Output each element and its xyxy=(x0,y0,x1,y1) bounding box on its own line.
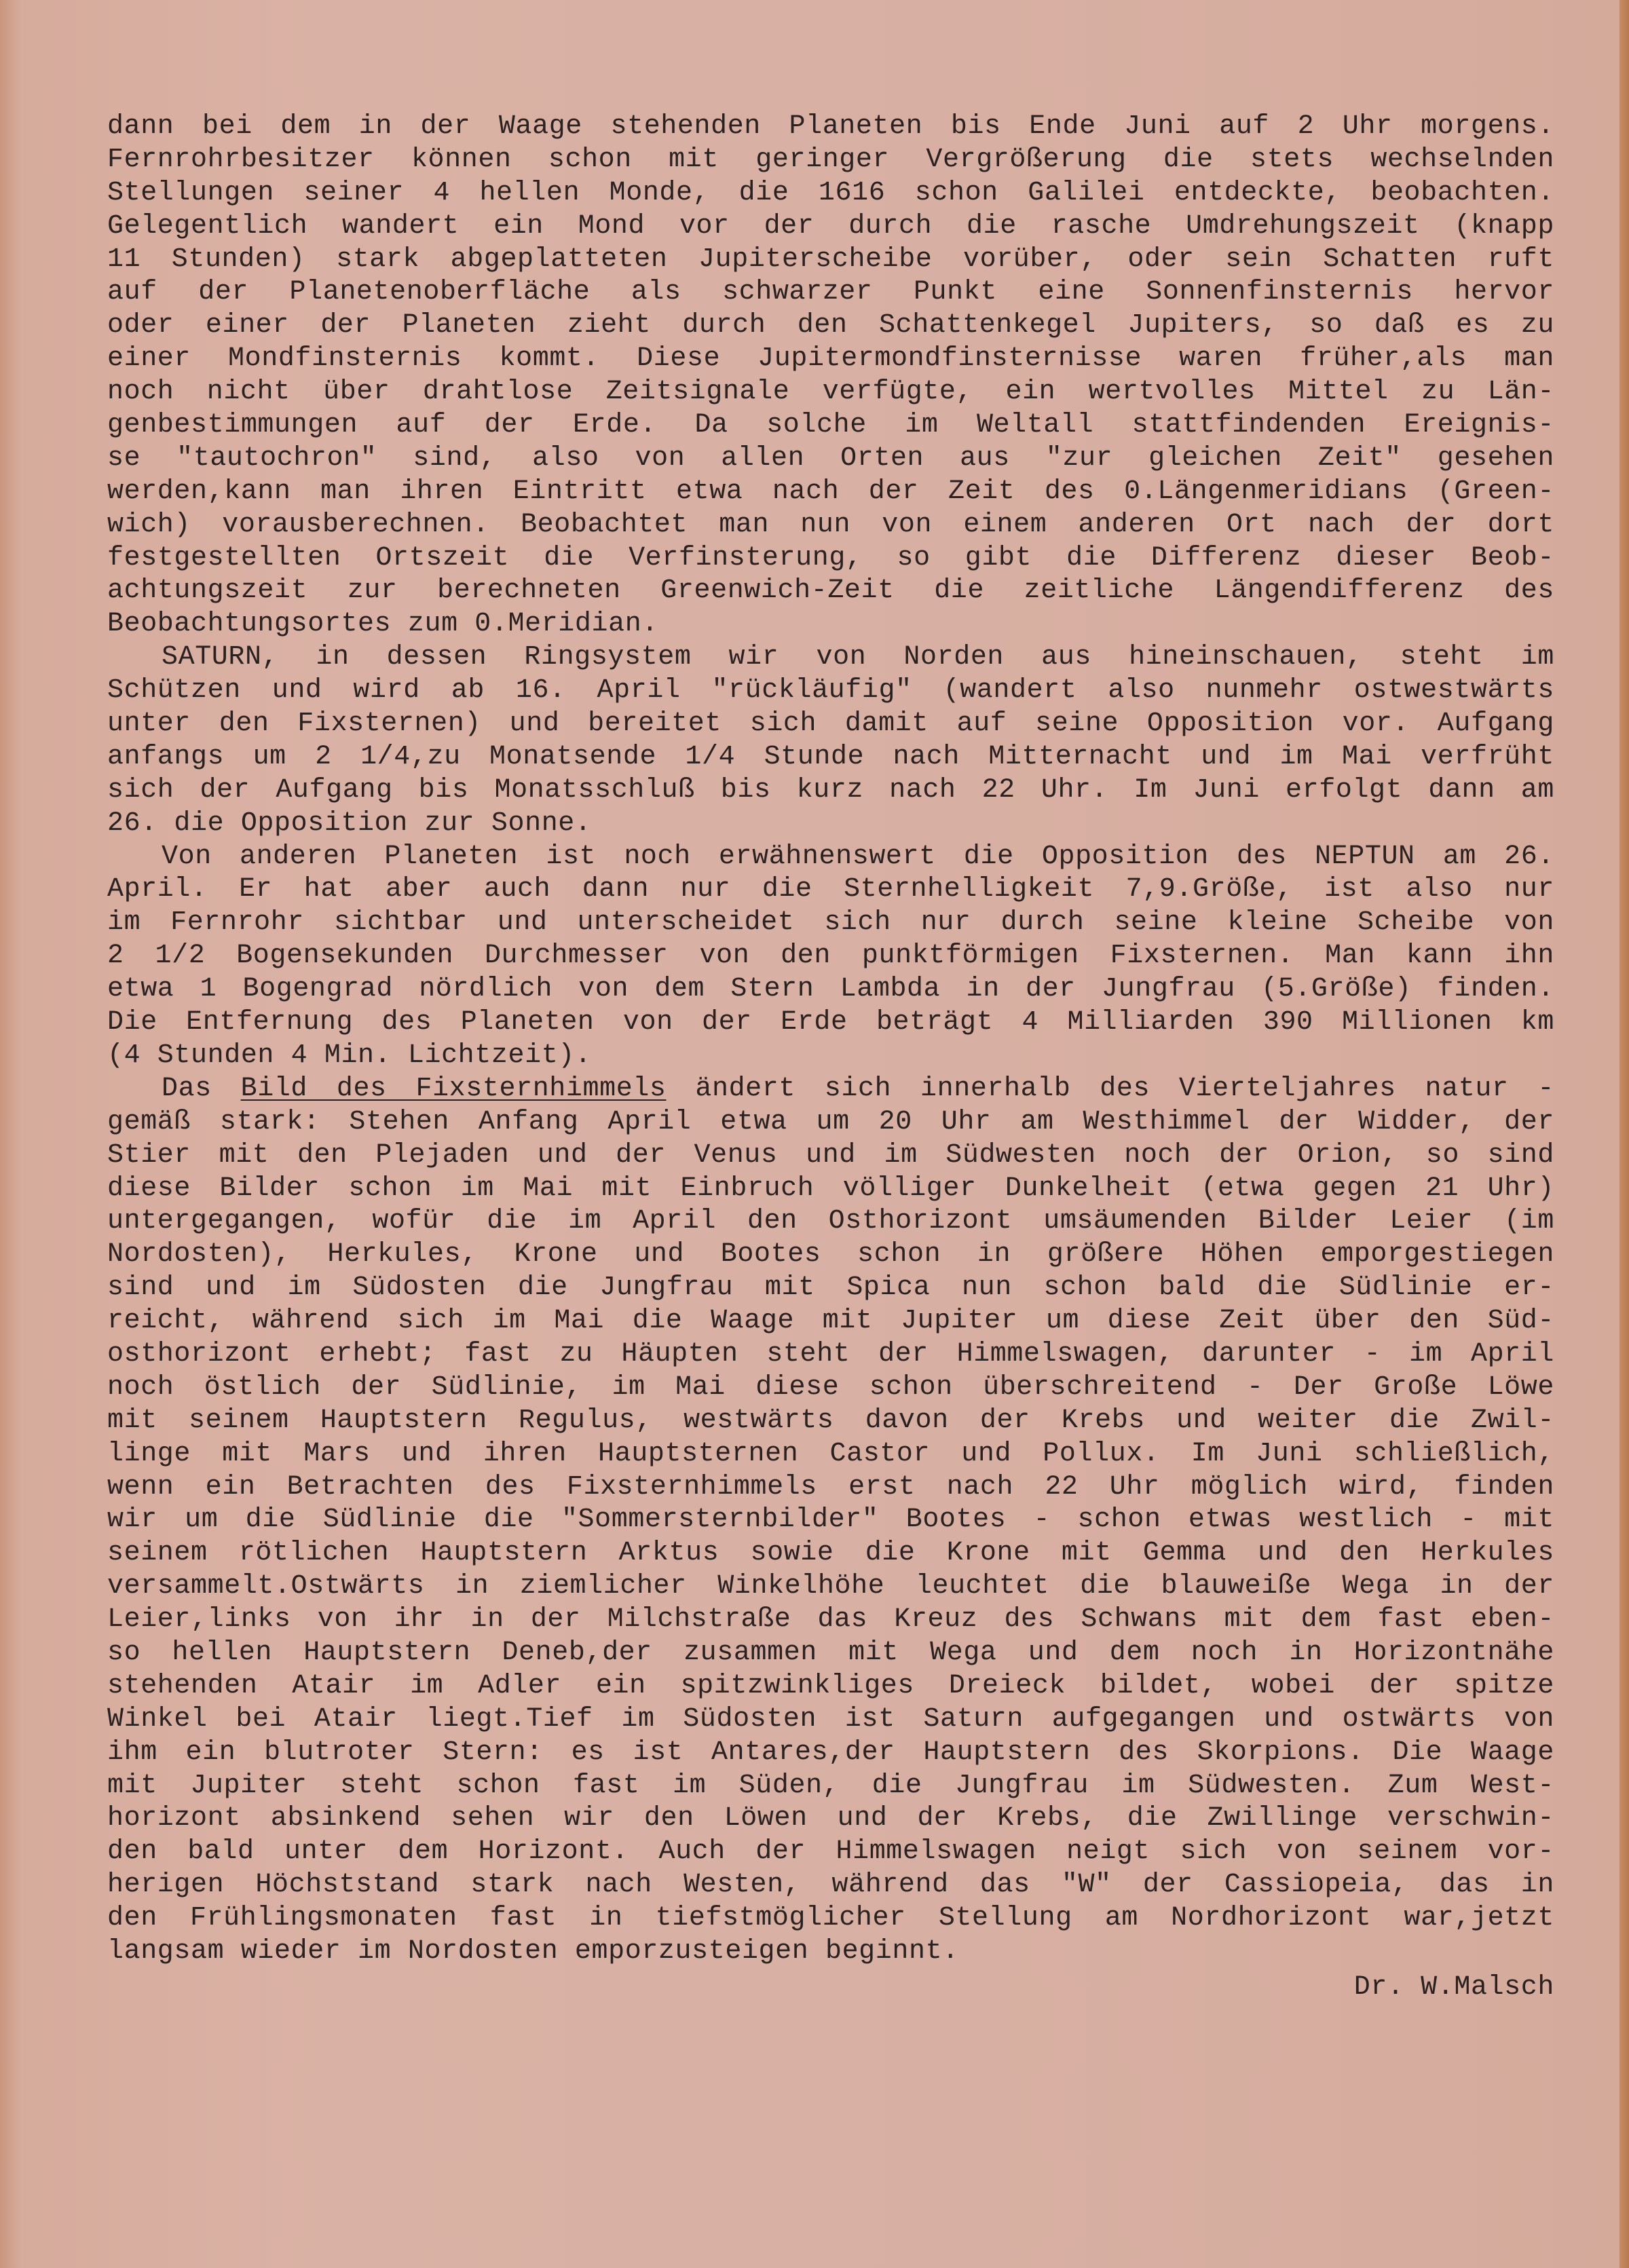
text-line: versammelt.Ostwärts in ziemlicher Winkelhöhe leuchtet die blauweiße Wega in der xyxy=(107,1571,1554,1602)
text-line: 26. die Opposition zur Sonne. xyxy=(107,808,592,839)
text-line: 11 Stunden) stark abgeplatteten Jupiterscheibe vorüber, oder sein Schatten ruft xyxy=(107,244,1554,275)
text-line: so hellen Hauptstern Deneb,der zusammen mit Wega und dem noch in Horizontnähe xyxy=(107,1637,1554,1668)
text-line: gemäß stark: Stehen Anfang April etwa um 20 Uhr am Westhimmel der Widder, der xyxy=(107,1106,1554,1137)
text-fragment: Das xyxy=(162,1073,241,1104)
text-line: wir um die Südlinie die "Sommersternbilder" Bootes - schon etwas westlich - mit xyxy=(107,1505,1554,1536)
text-line: einer Mondfinsternis kommt. Diese Jupitermondfinsternisse waren früher,als man xyxy=(107,343,1554,375)
text-line: Schützen und wird ab 16. April "rückläufig" (wandert also nunmehr ostwestwärts xyxy=(107,675,1554,706)
text-line: Stellungen seiner 4 hellen Monde, die 1616 schon Galilei entdeckte, beobachten. xyxy=(107,177,1554,208)
text-line: untergegangen, wofür die im April den Osthorizont umsäumenden Bilder Leier (im xyxy=(107,1206,1554,1237)
text-line xyxy=(107,1073,1554,1106)
page-left-edge xyxy=(0,0,23,2268)
text-line: im Fernrohr sichtbar und unterscheidet sich nur durch seine kleine Scheibe von xyxy=(107,907,1554,939)
text-line: mit seinem Hauptstern Regulus, westwärts davon der Krebs und weiter die Zwil- xyxy=(107,1405,1554,1436)
underlined-heading: Bild des Fixsternhimmels xyxy=(240,1073,667,1104)
text-line: reicht, während sich im Mai die Waage mit Jupiter um diese Zeit über den Süd- xyxy=(107,1306,1554,1337)
text-line: unter den Fixsternen) und bereitet sich damit auf seine Opposition vor. Aufgang xyxy=(107,708,1554,740)
text-line: diese Bilder schon im Mai mit Einbruch völliger Dunkelheit (etwa gegen 21 Uhr) xyxy=(107,1173,1554,1204)
typewritten-article xyxy=(107,111,1554,2005)
text-line: auf der Planetenoberfläche als schwarzer Punkt eine Sonnenfinsternis hervor xyxy=(107,277,1554,308)
text-line: April. Er hat aber auch dann nur die Sternhelligkeit 7,9.Größe, ist also nur xyxy=(107,874,1554,905)
text-line: stehenden Atair im Adler ein spitzwinkliges Dreieck bildet, wobei der spitze xyxy=(107,1670,1554,1701)
text-line: sind und im Südosten die Jungfrau mit Spica nun schon bald die Südlinie er- xyxy=(107,1272,1554,1304)
text-line: Winkel bei Atair liegt.Tief im Südosten ist Saturn aufgegangen und ostwärts von xyxy=(107,1703,1554,1735)
text-line: werden,kann man ihren Eintritt etwa nach der Zeit des 0.Längenmeridians (Green- xyxy=(107,476,1554,507)
text-line: wenn ein Betrachten des Fixsternhimmels erst nach 22 Uhr möglich wird, finden xyxy=(107,1471,1554,1502)
text-line: festgestellten Ortszeit die Verfinsterung, so gibt die Differenz dieser Beob- xyxy=(107,542,1554,573)
paragraph-saturn xyxy=(107,641,1554,840)
text-line: genbestimmungen auf der Erde. Da solche im Weltall stattfindenden Ereignis- xyxy=(107,410,1554,441)
text-fragment: ändert sich innerhalb des Vierteljahres natur - xyxy=(666,1073,1554,1104)
text-line: 2 1/2 Bogensekunden Durchmesser von den punktförmigen Fixsternen. Man kann ihn xyxy=(107,941,1554,972)
text-line: noch östlich der Südlinie, im Mai diese schon überschreitend - Der Große Löwe xyxy=(107,1372,1554,1403)
text-line: Fernrohrbesitzer können schon mit geringer Vergrößerung die stets wechselnden xyxy=(107,144,1554,175)
text-line: wich) vorausberechnen. Beobachtet man nun von einem anderen Ort nach der dort xyxy=(107,509,1554,540)
author-signature: Dr. W.Malsch xyxy=(1353,1971,1554,2003)
text-line: Von anderen Planeten ist noch erwähnenswert die Opposition des NEPTUN am 26. xyxy=(162,841,1554,872)
text-line: den Frühlingsmonaten fast in tiefstmöglicher Stellung am Nordhorizont war,jetzt xyxy=(107,1903,1554,1934)
text-line: den bald unter dem Horizont. Auch der Himmelswagen neigt sich von seinem vor- xyxy=(107,1836,1554,1868)
text-line: SATURN, in dessen Ringsystem wir von Norden aus hineinschauen, steht im xyxy=(162,642,1554,673)
text-line: mit Jupiter steht schon fast im Süden, die Jungfrau im Südwesten. Zum West- xyxy=(107,1770,1554,1801)
text-line: Beobachtungsortes zum 0.Meridian. xyxy=(107,609,658,640)
text-line: seinem rötlichen Hauptstern Arktus sowie die Krone mit Gemma und den Herkules xyxy=(107,1538,1554,1569)
text-line: noch nicht über drahtlose Zeitsignale verfügte, ein wertvolles Mittel zu Län- xyxy=(107,377,1554,408)
paragraph-jupiter xyxy=(107,111,1554,641)
text-line: (4 Stunden 4 Min. Lichtzeit). xyxy=(107,1040,592,1071)
text-line: langsam wieder im Nordosten emporzusteigen beginnt. xyxy=(107,1935,959,1967)
text-line: horizont absinkend sehen wir den Löwen und der Krebs, die Zwillinge verschwin- xyxy=(107,1803,1554,1834)
paragraph-fixed-stars xyxy=(107,1073,1554,1969)
text-line: dann bei dem in der Waage stehenden Planeten bis Ende Juni auf 2 Uhr morgens. xyxy=(107,111,1554,142)
text-line: Die Entfernung des Planeten von der Erde beträgt 4 Milliarden 390 Millionen km xyxy=(107,1007,1554,1038)
text-line: se "tautochron" sind, also von allen Orten aus "zur gleichen Zeit" gesehen xyxy=(107,442,1554,474)
text-line: osthorizont erhebt; fast zu Häupten steht der Himmelswagen, darunter - im April xyxy=(107,1338,1554,1369)
text-line: sich der Aufgang bis Monatsschluß bis kurz nach 22 Uhr. Im Juni erfolgt dann am xyxy=(107,774,1554,806)
text-line: etwa 1 Bogengrad nördlich von dem Stern Lambda in der Jungfrau (5.Größe) finden. xyxy=(107,974,1554,1005)
text-line: linge mit Mars und ihren Hauptsternen Castor und Pollux. Im Juni schließlich, xyxy=(107,1438,1554,1469)
page-right-edge xyxy=(1619,0,1629,2268)
text-line: Nordosten), Herkules, Krone und Bootes schon in größere Höhen emporgestiegen xyxy=(107,1239,1554,1270)
text-line: Gelegentlich wandert ein Mond vor der durch die rasche Umdrehungszeit (knapp xyxy=(107,210,1554,242)
text-line: achtungszeit zur berechneten Greenwich-Zeit die zeitliche Längendifferenz des xyxy=(107,575,1554,607)
text-line: Stier mit den Plejaden und der Venus und im Südwesten noch der Orion, so sind xyxy=(107,1139,1554,1171)
text-line: herigen Höchststand stark nach Westen, während das "W" der Cassiopeia, das in xyxy=(107,1870,1554,1901)
text-line: anfangs um 2 1/4,zu Monatsende 1/4 Stunde nach Mitternacht und im Mai verfrüht xyxy=(107,741,1554,772)
text-line: Leier,links von ihr in der Milchstraße das Kreuz des Schwans mit dem fast eben- xyxy=(107,1604,1554,1636)
text-line: oder einer der Planeten zieht durch den Schattenkegel Jupiters, so daß es zu xyxy=(107,310,1554,341)
text-line: ihm ein blutroter Stern: es ist Antares,der Hauptstern des Skorpions. Die Waage xyxy=(107,1737,1554,1768)
paragraph-neptun xyxy=(107,841,1554,1073)
